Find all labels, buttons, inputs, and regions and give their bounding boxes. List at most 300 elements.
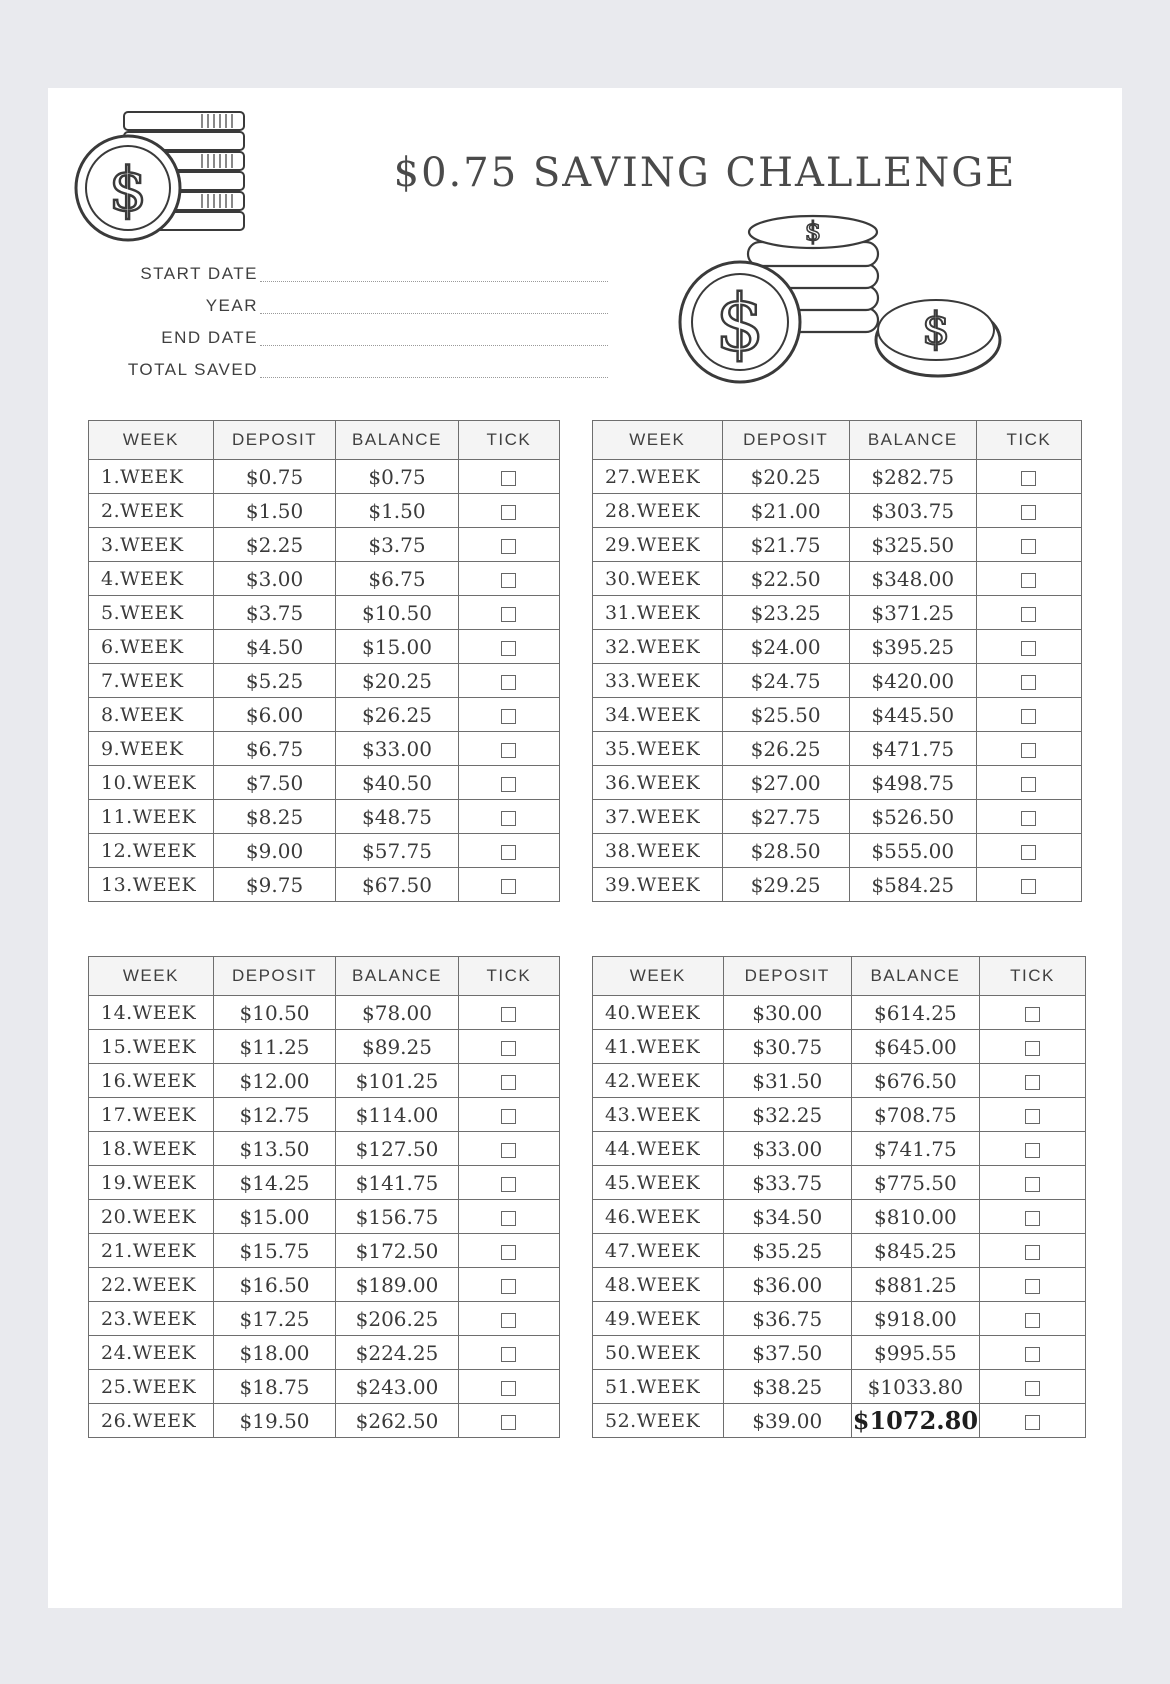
deposit-cell: $27.75: [722, 800, 849, 834]
tick-cell: [458, 1098, 559, 1132]
tick-cell: [458, 732, 559, 766]
tick-cell: [976, 494, 1081, 528]
balance-cell: $78.00: [336, 996, 458, 1030]
week-cell: 45.WEEK: [593, 1166, 724, 1200]
total-saved-line: [260, 376, 608, 378]
table-row: [593, 1200, 1086, 1234]
week-cell: 2.WEEK: [89, 494, 214, 528]
week-cell: 6.WEEK: [89, 630, 214, 664]
tick-checkbox[interactable]: [501, 1109, 516, 1124]
week-cell: 3.WEEK: [89, 528, 214, 562]
tick-cell: [976, 698, 1081, 732]
tick-checkbox[interactable]: [501, 879, 516, 894]
tick-checkbox[interactable]: [1021, 675, 1036, 690]
deposit-cell: $16.50: [213, 1268, 335, 1302]
year-line: [260, 312, 608, 314]
tick-checkbox[interactable]: [501, 811, 516, 826]
table-row: [593, 528, 1082, 562]
tick-cell: [458, 766, 559, 800]
balance-cell: $676.50: [851, 1064, 979, 1098]
week-header: WEEK: [593, 421, 723, 460]
deposit-cell: $24.00: [722, 630, 849, 664]
savings-table-4: [592, 956, 1086, 1438]
balance-cell: $101.25: [336, 1064, 458, 1098]
table-row: [593, 1234, 1086, 1268]
week-cell: 36.WEEK: [593, 766, 723, 800]
tick-checkbox[interactable]: [501, 1041, 516, 1056]
tick-checkbox[interactable]: [501, 1381, 516, 1396]
balance-cell: $127.50: [336, 1132, 458, 1166]
table-row: [593, 1404, 1086, 1438]
tick-checkbox[interactable]: [1025, 1109, 1040, 1124]
tick-header: TICK: [458, 421, 559, 460]
savings-table-1: [88, 420, 560, 902]
tick-header: TICK: [458, 957, 559, 996]
savings-table-2: [592, 420, 1082, 902]
balance-cell: $1.50: [336, 494, 458, 528]
deposit-cell: $28.50: [722, 834, 849, 868]
deposit-cell: $27.00: [722, 766, 849, 800]
balance-header: BALANCE: [336, 421, 458, 460]
table-row: [593, 1370, 1086, 1404]
week-cell: 38.WEEK: [593, 834, 723, 868]
balance-cell: $57.75: [336, 834, 458, 868]
balance-header: BALANCE: [849, 421, 976, 460]
table-row: [89, 868, 560, 902]
week-cell: 11.WEEK: [89, 800, 214, 834]
tick-checkbox[interactable]: [501, 1143, 516, 1158]
week-cell: 48.WEEK: [593, 1268, 724, 1302]
week-cell: 5.WEEK: [89, 596, 214, 630]
table-row: [89, 1302, 560, 1336]
deposit-cell: $30.00: [723, 996, 851, 1030]
deposit-cell: $15.75: [213, 1234, 335, 1268]
deposit-cell: $35.25: [723, 1234, 851, 1268]
tick-checkbox[interactable]: [501, 1279, 516, 1294]
tick-cell: [458, 1302, 559, 1336]
balance-cell: $0.75: [336, 460, 458, 494]
week-cell: 39.WEEK: [593, 868, 723, 902]
tick-checkbox[interactable]: [1025, 1347, 1040, 1362]
tick-checkbox[interactable]: [501, 1415, 516, 1430]
balance-cell: $48.75: [336, 800, 458, 834]
balance-cell: $206.25: [336, 1302, 458, 1336]
tick-cell: [458, 562, 559, 596]
week-cell: 43.WEEK: [593, 1098, 724, 1132]
start-date-field[interactable]: [68, 254, 608, 286]
tick-cell: [979, 1098, 1085, 1132]
table-row: [89, 1030, 560, 1064]
week-cell: 31.WEEK: [593, 596, 723, 630]
tick-checkbox[interactable]: [1021, 777, 1036, 792]
week-cell: 29.WEEK: [593, 528, 723, 562]
tick-checkbox[interactable]: [501, 1313, 516, 1328]
tick-checkbox[interactable]: [1025, 1007, 1040, 1022]
tick-cell: [458, 494, 559, 528]
week-cell: 26.WEEK: [89, 1404, 214, 1438]
week-cell: 42.WEEK: [593, 1064, 724, 1098]
tick-checkbox[interactable]: [1025, 1211, 1040, 1226]
deposit-cell: $30.75: [723, 1030, 851, 1064]
deposit-cell: $36.75: [723, 1302, 851, 1336]
tick-checkbox[interactable]: [1021, 607, 1036, 622]
balance-cell: $708.75: [851, 1098, 979, 1132]
deposit-cell: $5.25: [213, 664, 335, 698]
tick-checkbox[interactable]: [1021, 811, 1036, 826]
tick-cell: [458, 528, 559, 562]
end-date-label: END DATE: [161, 328, 258, 347]
week-cell: 37.WEEK: [593, 800, 723, 834]
tick-cell: [976, 562, 1081, 596]
balance-cell: $33.00: [336, 732, 458, 766]
tick-checkbox[interactable]: [501, 743, 516, 758]
tick-cell: [458, 1166, 559, 1200]
week-cell: 47.WEEK: [593, 1234, 724, 1268]
tick-cell: [976, 460, 1081, 494]
tick-checkbox[interactable]: [1025, 1415, 1040, 1430]
week-cell: 25.WEEK: [89, 1370, 214, 1404]
balance-cell: $881.25: [851, 1268, 979, 1302]
table-row: [89, 494, 560, 528]
table-row: [593, 664, 1082, 698]
balance-cell: $15.00: [336, 630, 458, 664]
balance-cell: $918.00: [851, 1302, 979, 1336]
tick-cell: [979, 1404, 1085, 1438]
saving-challenge-sheet: [48, 88, 1122, 1608]
table-row: [593, 868, 1082, 902]
tick-checkbox[interactable]: [1021, 505, 1036, 520]
table-row: [593, 766, 1082, 800]
table-row: [89, 562, 560, 596]
deposit-header: DEPOSIT: [722, 421, 849, 460]
week-cell: 44.WEEK: [593, 1132, 724, 1166]
page-title: $0.75 SAVING CHALLENGE: [393, 150, 1017, 196]
tick-cell: [979, 1166, 1085, 1200]
deposit-cell: $29.25: [722, 868, 849, 902]
table-row: [89, 800, 560, 834]
table-row: [593, 732, 1082, 766]
deposit-cell: $38.25: [723, 1370, 851, 1404]
deposit-cell: $3.75: [213, 596, 335, 630]
tick-checkbox[interactable]: [1025, 1313, 1040, 1328]
tick-checkbox[interactable]: [501, 573, 516, 588]
week-cell: 15.WEEK: [89, 1030, 214, 1064]
tick-checkbox[interactable]: [1025, 1381, 1040, 1396]
week-cell: 13.WEEK: [89, 868, 214, 902]
deposit-header: DEPOSIT: [213, 421, 335, 460]
deposit-cell: $12.00: [213, 1064, 335, 1098]
table-row: [593, 996, 1086, 1030]
tick-checkbox[interactable]: [501, 505, 516, 520]
svg-text:$: $: [804, 217, 822, 247]
week-cell: 20.WEEK: [89, 1200, 214, 1234]
tick-cell: [976, 664, 1081, 698]
deposit-cell: $25.50: [722, 698, 849, 732]
week-cell: 49.WEEK: [593, 1302, 724, 1336]
table-row: [89, 834, 560, 868]
table-row: [593, 1132, 1086, 1166]
table-row: [593, 698, 1082, 732]
deposit-cell: $31.50: [723, 1064, 851, 1098]
table-row: [593, 800, 1082, 834]
deposit-cell: $13.50: [213, 1132, 335, 1166]
tick-checkbox[interactable]: [1025, 1177, 1040, 1192]
tick-cell: [976, 766, 1081, 800]
tick-checkbox[interactable]: [1021, 845, 1036, 860]
tick-cell: [976, 834, 1081, 868]
tick-checkbox[interactable]: [1021, 743, 1036, 758]
tick-cell: [976, 800, 1081, 834]
balance-header: BALANCE: [851, 957, 979, 996]
tick-cell: [979, 1302, 1085, 1336]
week-cell: 32.WEEK: [593, 630, 723, 664]
deposit-cell: $9.75: [213, 868, 335, 902]
balance-cell: $141.75: [336, 1166, 458, 1200]
balance-cell: $645.00: [851, 1030, 979, 1064]
tick-cell: [979, 1132, 1085, 1166]
tick-cell: [458, 596, 559, 630]
tick-checkbox[interactable]: [501, 709, 516, 724]
balance-cell: $555.00: [849, 834, 976, 868]
balance-cell: $1072.80: [851, 1404, 979, 1438]
week-header: WEEK: [593, 957, 724, 996]
balance-cell: $810.00: [851, 1200, 979, 1234]
tick-cell: [458, 834, 559, 868]
week-cell: 4.WEEK: [89, 562, 214, 596]
tick-header: TICK: [979, 957, 1085, 996]
deposit-cell: $4.50: [213, 630, 335, 664]
tick-checkbox[interactable]: [1021, 539, 1036, 554]
tick-cell: [458, 1234, 559, 1268]
tick-checkbox[interactable]: [1021, 573, 1036, 588]
week-cell: 40.WEEK: [593, 996, 724, 1030]
deposit-cell: $39.00: [723, 1404, 851, 1438]
balance-cell: $584.25: [849, 868, 976, 902]
table-row: [89, 1098, 560, 1132]
balance-cell: $6.75: [336, 562, 458, 596]
table-row: [89, 528, 560, 562]
deposit-cell: $21.00: [722, 494, 849, 528]
tick-cell: [458, 996, 559, 1030]
tick-checkbox[interactable]: [501, 1177, 516, 1192]
balance-cell: $224.25: [336, 1336, 458, 1370]
balance-cell: $995.55: [851, 1336, 979, 1370]
balance-cell: $20.25: [336, 664, 458, 698]
tick-cell: [458, 1268, 559, 1302]
tick-checkbox[interactable]: [1025, 1041, 1040, 1056]
deposit-cell: $1.50: [213, 494, 335, 528]
tick-cell: [458, 1404, 559, 1438]
table-row: [593, 1302, 1086, 1336]
table-header-row: [593, 421, 1082, 460]
deposit-cell: $17.25: [213, 1302, 335, 1336]
week-cell: 34.WEEK: [593, 698, 723, 732]
week-cell: 24.WEEK: [89, 1336, 214, 1370]
balance-cell: $282.75: [849, 460, 976, 494]
table-row: [593, 596, 1082, 630]
week-cell: 16.WEEK: [89, 1064, 214, 1098]
deposit-cell: $15.00: [213, 1200, 335, 1234]
tick-checkbox[interactable]: [501, 1347, 516, 1362]
deposit-cell: $14.25: [213, 1166, 335, 1200]
week-cell: 50.WEEK: [593, 1336, 724, 1370]
tick-checkbox[interactable]: [501, 1007, 516, 1022]
deposit-cell: $26.25: [722, 732, 849, 766]
year-field[interactable]: [68, 286, 608, 318]
tick-checkbox[interactable]: [1025, 1075, 1040, 1090]
week-cell: 27.WEEK: [593, 460, 723, 494]
balance-cell: $775.50: [851, 1166, 979, 1200]
table-header-row: [89, 957, 560, 996]
tick-checkbox[interactable]: [501, 777, 516, 792]
tick-checkbox[interactable]: [501, 471, 516, 486]
table-row: [89, 664, 560, 698]
deposit-cell: $20.25: [722, 460, 849, 494]
table-row: [89, 1234, 560, 1268]
total-saved-label: TOTAL SAVED: [127, 360, 258, 379]
table-row: [593, 494, 1082, 528]
balance-cell: $371.25: [849, 596, 976, 630]
savings-table-3: [88, 956, 560, 1438]
deposit-cell: $18.00: [213, 1336, 335, 1370]
tick-cell: [458, 868, 559, 902]
total-saved-field[interactable]: [68, 350, 608, 382]
start-date-label: START DATE: [140, 264, 258, 283]
tick-cell: [458, 664, 559, 698]
week-cell: 22.WEEK: [89, 1268, 214, 1302]
balance-cell: $189.00: [336, 1268, 458, 1302]
deposit-cell: $7.50: [213, 766, 335, 800]
week-cell: 41.WEEK: [593, 1030, 724, 1064]
table-row: [593, 1030, 1086, 1064]
balance-cell: $445.50: [849, 698, 976, 732]
table-row: [89, 596, 560, 630]
table-row: [89, 1132, 560, 1166]
tick-checkbox[interactable]: [501, 845, 516, 860]
tick-cell: [976, 596, 1081, 630]
tick-checkbox[interactable]: [501, 1245, 516, 1260]
deposit-cell: $11.25: [213, 1030, 335, 1064]
tick-checkbox[interactable]: [1021, 709, 1036, 724]
tick-cell: [458, 1200, 559, 1234]
table-header-row: [593, 957, 1086, 996]
deposit-cell: $6.75: [213, 732, 335, 766]
tick-checkbox[interactable]: [1021, 879, 1036, 894]
table-row: [89, 996, 560, 1030]
deposit-cell: $8.25: [213, 800, 335, 834]
week-cell: 46.WEEK: [593, 1200, 724, 1234]
balance-cell: $395.25: [849, 630, 976, 664]
tick-checkbox[interactable]: [501, 1075, 516, 1090]
week-cell: 51.WEEK: [593, 1370, 724, 1404]
tick-checkbox[interactable]: [501, 1211, 516, 1226]
week-cell: 30.WEEK: [593, 562, 723, 596]
week-cell: 19.WEEK: [89, 1166, 214, 1200]
tick-checkbox[interactable]: [1021, 641, 1036, 656]
balance-cell: $741.75: [851, 1132, 979, 1166]
table-row: [89, 630, 560, 664]
deposit-cell: $10.50: [213, 996, 335, 1030]
end-date-field[interactable]: [68, 318, 608, 350]
week-cell: 33.WEEK: [593, 664, 723, 698]
tick-checkbox[interactable]: [501, 641, 516, 656]
tick-checkbox[interactable]: [1025, 1143, 1040, 1158]
tick-checkbox[interactable]: [1025, 1279, 1040, 1294]
end-date-line: [260, 344, 608, 346]
table-row: [593, 630, 1082, 664]
deposit-cell: $18.75: [213, 1370, 335, 1404]
balance-cell: $262.50: [336, 1404, 458, 1438]
deposit-cell: $33.75: [723, 1166, 851, 1200]
table-row: [89, 732, 560, 766]
deposit-cell: $12.75: [213, 1098, 335, 1132]
table-row: [89, 1166, 560, 1200]
table-row: [593, 1166, 1086, 1200]
tick-cell: [976, 732, 1081, 766]
tick-cell: [979, 1370, 1085, 1404]
info-fields: [68, 254, 608, 382]
tick-cell: [979, 1268, 1085, 1302]
balance-cell: $845.25: [851, 1234, 979, 1268]
deposit-cell: $19.50: [213, 1404, 335, 1438]
week-cell: 8.WEEK: [89, 698, 214, 732]
tick-checkbox[interactable]: [1025, 1245, 1040, 1260]
week-cell: 52.WEEK: [593, 1404, 724, 1438]
table-row: [593, 1268, 1086, 1302]
deposit-cell: $23.25: [722, 596, 849, 630]
table-row: [89, 766, 560, 800]
tick-checkbox[interactable]: [501, 539, 516, 554]
tick-cell: [458, 1030, 559, 1064]
week-header: WEEK: [89, 957, 214, 996]
tick-checkbox[interactable]: [501, 675, 516, 690]
table-header-row: [89, 421, 560, 460]
table-row: [89, 460, 560, 494]
balance-cell: $40.50: [336, 766, 458, 800]
week-cell: 14.WEEK: [89, 996, 214, 1030]
week-cell: 35.WEEK: [593, 732, 723, 766]
tick-cell: [979, 1064, 1085, 1098]
balance-cell: $526.50: [849, 800, 976, 834]
balance-cell: $1033.80: [851, 1370, 979, 1404]
deposit-cell: $33.00: [723, 1132, 851, 1166]
tick-cell: [458, 460, 559, 494]
deposit-cell: $0.75: [213, 460, 335, 494]
week-cell: 9.WEEK: [89, 732, 214, 766]
week-cell: 12.WEEK: [89, 834, 214, 868]
week-cell: 17.WEEK: [89, 1098, 214, 1132]
tick-cell: [458, 630, 559, 664]
table-row: [89, 1200, 560, 1234]
balance-cell: $10.50: [336, 596, 458, 630]
table-row: [593, 460, 1082, 494]
tick-checkbox[interactable]: [1021, 471, 1036, 486]
tick-cell: [976, 630, 1081, 664]
deposit-cell: $3.00: [213, 562, 335, 596]
deposit-cell: $37.50: [723, 1336, 851, 1370]
year-label: YEAR: [205, 296, 258, 315]
balance-cell: $3.75: [336, 528, 458, 562]
tick-checkbox[interactable]: [501, 607, 516, 622]
svg-text:$: $: [922, 304, 950, 355]
deposit-cell: $34.50: [723, 1200, 851, 1234]
balance-cell: $114.00: [336, 1098, 458, 1132]
deposit-cell: $32.25: [723, 1098, 851, 1132]
balance-cell: $303.75: [849, 494, 976, 528]
week-cell: 10.WEEK: [89, 766, 214, 800]
balance-cell: $26.25: [336, 698, 458, 732]
table-row: [593, 834, 1082, 868]
